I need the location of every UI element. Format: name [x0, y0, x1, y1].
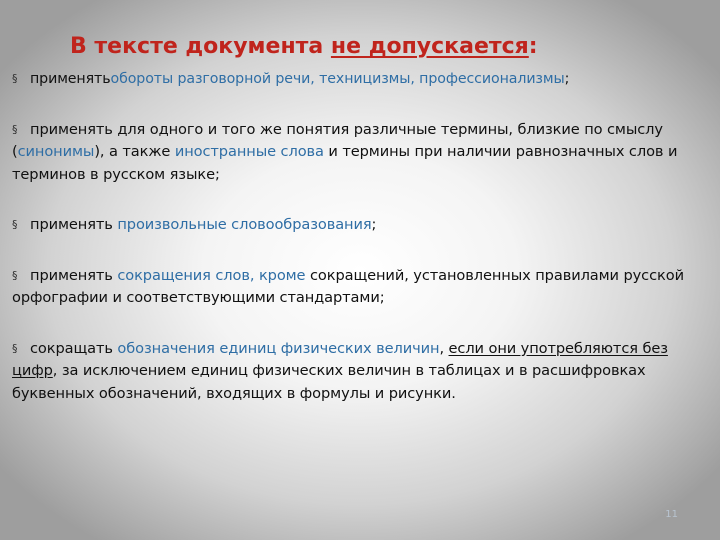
bullet-marker: § [12, 218, 18, 231]
body-text: применять [30, 71, 111, 87]
list-item [12, 338, 702, 406]
title-suffix: : [528, 34, 538, 59]
underlined-text: если они употребляются без цифр [12, 339, 668, 379]
title-prefix: В тексте документа [70, 34, 331, 59]
body-text: применять [30, 216, 118, 233]
body-text: , за исключением единиц физических величин в таблицах и в расшифровках буквенных обозначений, входящих в формулы и рисунки. [12, 362, 646, 402]
list-item [12, 265, 702, 310]
list-item [12, 214, 702, 237]
highlighted-text: синонимы [17, 143, 95, 160]
list-item [12, 68, 702, 91]
bullet-marker: § [12, 72, 18, 85]
rules-list [12, 68, 702, 405]
highlighted-text: сокращения слов, кроме [117, 266, 306, 284]
bullet-marker: § [12, 122, 18, 136]
body-text: сокращений, установленных правилами русской орфографии и соответствующими стандартами; [12, 266, 684, 306]
body-text: применять для одного и того же понятия различные термины, близкие по смыслу ( [12, 120, 663, 160]
highlighted-text: произвольные словообразования [117, 216, 372, 233]
body-text: ; [564, 71, 570, 87]
body-text: и термины при наличии равнозначных слов и терминов в русском языке; [12, 143, 678, 183]
body-text: , [439, 339, 449, 357]
list-item [12, 119, 702, 187]
page-number: 11 [665, 509, 678, 520]
body-text: ; [371, 216, 377, 233]
bullet-marker: § [12, 341, 18, 355]
slide-title [70, 34, 538, 59]
body-text: сокращать [30, 339, 118, 357]
bullet-marker: § [12, 268, 18, 282]
title-emphasis: не допускается [330, 34, 529, 59]
highlighted-text: иностранные слова [174, 143, 324, 160]
body-text: применять [30, 266, 118, 284]
body-text: ), а также [94, 143, 175, 160]
highlighted-text: обозначения единиц физических величин [117, 339, 440, 357]
highlighted-text: обороты разговорной речи, техницизмы, профессионализмы [110, 71, 565, 87]
